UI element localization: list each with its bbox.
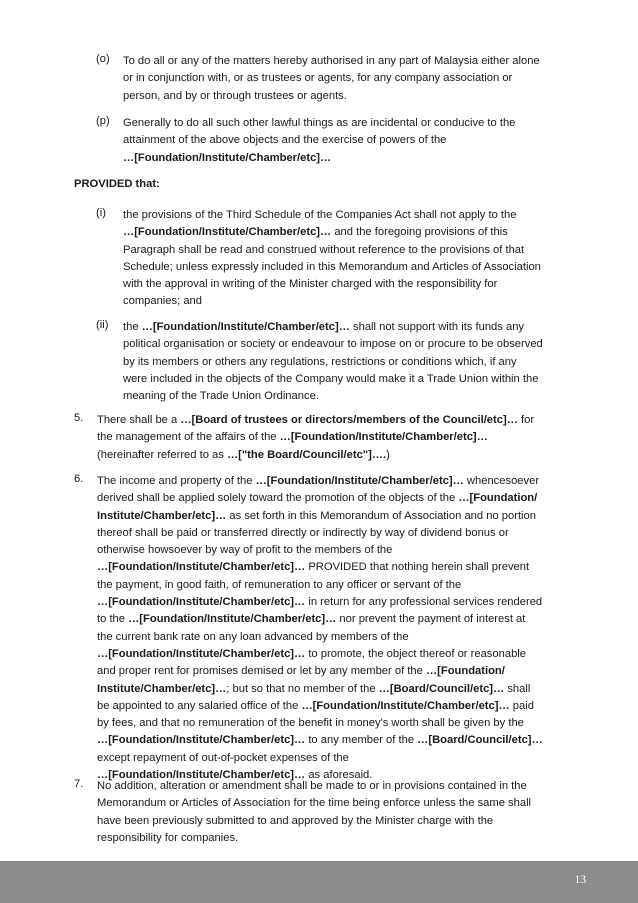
- placeholder-text: …[Foundation/: [425, 665, 505, 678]
- text-line: [97, 732, 543, 749]
- placeholder-text: …[Foundation/Institute/Chamber/etc]…: [128, 613, 337, 626]
- text-span: the management of the affairs of the: [97, 431, 280, 444]
- placeholder-text: …[Board/Council/etc]…: [378, 682, 505, 695]
- text-line: attainment of the above objects and the exercise of powers of the: [123, 134, 447, 147]
- provided-heading: [74, 176, 160, 193]
- placeholder-text: …[Foundation/Institute/Chamber/etc]…: [97, 561, 306, 574]
- text-span: paid: [509, 699, 534, 712]
- text-line: political organisation or society or endeavour to impose on or procure to be observed: [123, 338, 543, 351]
- text-line: have been previously submitted to and approved by the Minister charge with the: [97, 814, 494, 827]
- text-span: as set forth in this Memorandum of Association and no portion: [226, 509, 536, 522]
- text-span: the payment, in good faith, of remuneration to any officer or servant of the: [97, 578, 462, 591]
- text-span: to promote, the object thereof or reasonable: [305, 647, 526, 660]
- placeholder-text: Institute/Chamber/etc]…: [97, 682, 227, 695]
- text-line: were included in the objects of the Company would make it a Trade Union within the: [123, 372, 539, 385]
- text-span: and the foregoing provisions of this: [331, 226, 508, 239]
- text-line: [97, 525, 543, 542]
- text-line: [97, 594, 543, 611]
- text-line: [97, 629, 543, 646]
- clause-p-marker: (p): [96, 115, 110, 127]
- placeholder-text: …[Foundation/Institute/Chamber/etc]…: [123, 226, 332, 239]
- clause-5-marker: 5.: [74, 412, 84, 424]
- page-footer: [0, 861, 638, 903]
- text-line: Schedule; unless expressly included in this Memorandum and Articles of Association: [123, 260, 541, 273]
- text-line: [97, 559, 543, 576]
- text-span: and proper rent for promises demised or let by any member of the: [97, 665, 426, 678]
- text-line: with the approval in writing of the Minister charged with the responsibility for: [123, 278, 498, 291]
- placeholder-text: …[Foundation/Institute/Chamber/etc]…: [97, 734, 306, 747]
- text-line: No addition, alteration or amendment shall be made to or in provisions contained in the: [97, 780, 527, 792]
- text-span: thereof shall be paid or transferred directly or indirectly by way of dividend bonus or: [97, 526, 509, 539]
- text-line: meaning of the Trade Union Ordinance.: [123, 390, 319, 403]
- clause-o-marker: (o): [96, 53, 110, 65]
- text-span: shall: [504, 682, 531, 695]
- text-span: otherwise howsoever by way of profit to the members of the: [97, 544, 393, 557]
- text-line: [97, 508, 543, 525]
- text-span: ): [386, 448, 390, 461]
- text-line: Memorandum or Articles of Association for the time being enforce unless the same shall: [97, 797, 532, 810]
- placeholder-text: …[Foundation/Institute/Chamber/etc]…: [141, 321, 350, 333]
- text-span: except repayment of out-of-pocket expenses of the: [97, 751, 349, 764]
- text-span: shall not support with its funds any: [349, 321, 525, 333]
- placeholder-text: …[Board/Council/etc]…: [417, 734, 543, 747]
- clause-ii-marker: (ii): [96, 319, 109, 331]
- text-span: The income and property of the: [97, 475, 256, 487]
- text-span: as aforesaid.: [305, 769, 373, 782]
- text-span: to the: [97, 613, 129, 626]
- placeholder-text: …[Board of trustees or directors/members of the Council/etc]…: [180, 414, 518, 426]
- text-span: be appointed to any salaried office of the: [97, 699, 302, 712]
- text-line: [97, 577, 543, 594]
- text-span: ; but so that no member of the: [226, 682, 379, 695]
- text-span: the: [123, 321, 142, 333]
- text-span: the current bank rate on any loan advanced by members of the: [97, 630, 409, 643]
- placeholder-text: …[Foundation/Institute/Chamber/etc]…: [97, 596, 306, 609]
- clause-6-marker: 6.: [74, 473, 84, 485]
- clause-i-marker: (i): [96, 207, 106, 219]
- text-line: Paragraph shall be read and construed without reference to the provisions of that: [123, 243, 525, 256]
- text-span: by fees, and that no remuneration of the benefit in money's worth shall be given by the: [97, 717, 524, 730]
- provided-label: PROVIDED that:: [74, 178, 160, 190]
- placeholder-text: …[Foundation/: [458, 492, 538, 505]
- text-line: [97, 750, 543, 767]
- clause-o-text: [123, 53, 540, 105]
- clause-ii-text: [123, 319, 543, 405]
- clause-p-text: [123, 115, 515, 167]
- text-line: companies; and: [123, 295, 202, 308]
- text-line: person, and by or through trustees or agents.: [123, 89, 347, 102]
- placeholder-text: …[Foundation/Institute/Chamber/etc]…: [255, 475, 464, 487]
- clause-7-marker: 7.: [74, 778, 84, 790]
- text-line: [97, 611, 543, 628]
- page-number: 13: [574, 874, 586, 886]
- text-line: responsibility for companies.: [97, 831, 239, 844]
- text-line: the provisions of the Third Schedule of the Companies Act shall not apply to the: [123, 209, 517, 221]
- text-span: derived shall be applied solely toward the promotion of the objects of the: [97, 492, 459, 505]
- placeholder-text: Institute/Chamber/etc]…: [97, 509, 227, 522]
- text-span: There shall be a: [97, 414, 181, 426]
- placeholder-text: …[Foundation/Institute/Chamber/etc]…: [97, 647, 306, 660]
- text-span: (hereinafter referred to as: [97, 448, 227, 461]
- clause-5-text: [97, 412, 534, 464]
- text-line: [97, 698, 543, 715]
- text-line: [97, 473, 543, 490]
- text-span: in return for any professional services rendered: [305, 596, 543, 609]
- placeholder-text: …[Foundation/Institute/Chamber/etc]…: [123, 151, 332, 164]
- placeholder-text: …[Foundation/Institute/Chamber/etc]…: [279, 431, 488, 444]
- text-span: to any member of the: [305, 734, 418, 747]
- clause-6-text: [97, 473, 543, 784]
- text-span: for: [517, 414, 535, 426]
- text-line: [97, 646, 543, 663]
- clause-i-text: [123, 207, 541, 311]
- text-span: PROVIDED that nothing herein shall prevent: [305, 561, 530, 574]
- placeholder-text: …[Foundation/Institute/Chamber/etc]…: [97, 769, 306, 782]
- text-span: whencesoever: [463, 475, 540, 487]
- text-line: [97, 681, 543, 698]
- placeholder-text: …["the Board/Council/etc"]….: [226, 448, 387, 461]
- text-line: [97, 542, 543, 559]
- text-line: Generally to do all such other lawful things as are incidental or conducive to the: [123, 117, 516, 129]
- text-line: by its members or others any regulations, restrictions or conditions which, if any: [123, 355, 517, 368]
- text-line: [97, 715, 543, 732]
- text-line: [97, 490, 543, 507]
- text-span: nor prevent the payment of interest at: [336, 613, 526, 626]
- text-line: or in conjunction with, or as trustees or agents, for any company association or: [123, 72, 513, 85]
- placeholder-text: …[Foundation/Institute/Chamber/etc]…: [301, 699, 510, 712]
- text-line: To do all or any of the matters hereby authorised in any part of Malaysia either alone: [123, 55, 540, 67]
- text-line: [97, 663, 543, 680]
- clause-7-text: [97, 778, 531, 847]
